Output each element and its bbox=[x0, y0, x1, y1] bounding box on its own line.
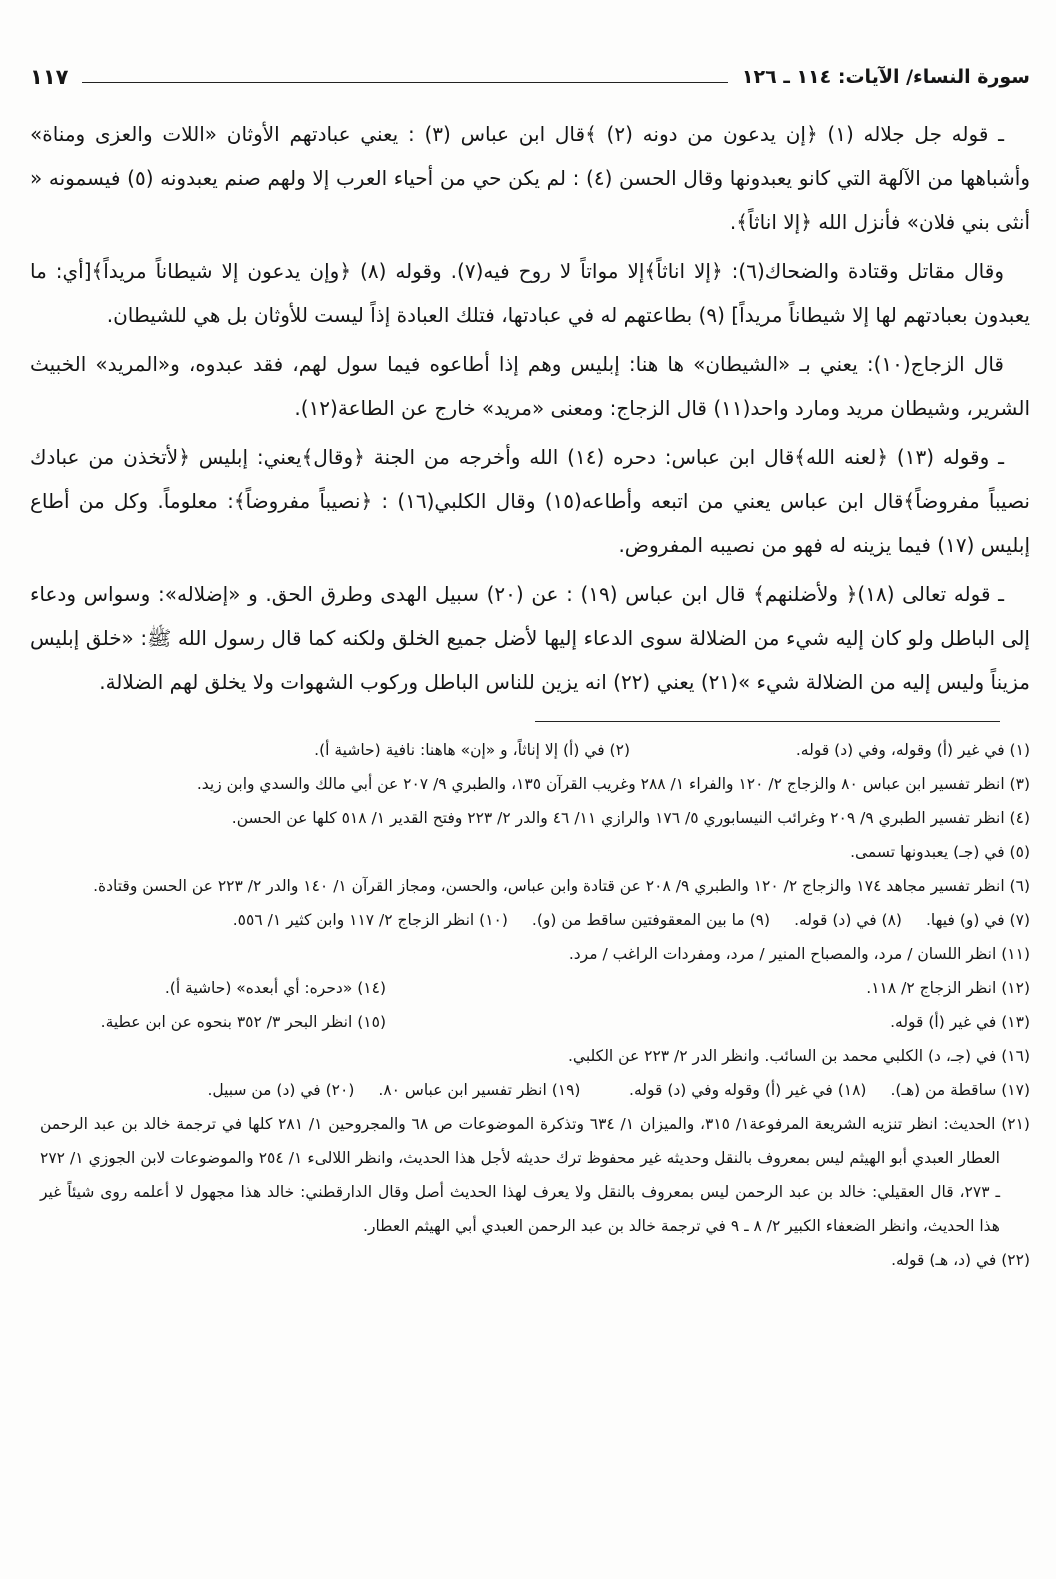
footnote-row bbox=[40, 1073, 1030, 1107]
footnote-5: (٥) في (جـ) يعبدونها تسمى. bbox=[850, 843, 1030, 861]
footnote-14: (١٤) «دحره: أي أبعده» (حاشية أ). bbox=[164, 979, 386, 997]
footnote-15: (١٥) انظر البحر ٣/ ٣٥٢ بنحوه عن ابن عطية. bbox=[100, 1013, 386, 1031]
footnote-16: (١٦) في (جـ، د) الكلبي محمد بن السائب. وانظر الدر ٢/ ٢٢٣ عن الكلبي. bbox=[567, 1047, 1030, 1065]
footnote-4: (٤) انظر تفسير الطبري ٩/ ٢٠٩ وغرائب النيسابوري ٥/ ١٧٦ والرازي ١١/ ٤٦ والدر ٢/ ٢٢٣ وفتح القدير ١/ ٥١٨ كلها عن الحسن. bbox=[231, 809, 1030, 827]
footnote-19: (١٩) انظر تفسير ابن عباس ٨٠. bbox=[378, 1081, 581, 1099]
header-rule bbox=[82, 82, 727, 83]
body-paragraph-3: قال الزجاج(١٠): يعني بـ «الشيطان» ها هنا: إبليس وهم إذا أطاعوه فيما سول لهم، فقد عبدوه، و«المريد» الخبيث الشرير، وشيطان مريد ومارد واحد(١١) قال الزجاج: ومعنى «مريد» خارج عن الطاعة(١٢). bbox=[30, 352, 1030, 420]
footnote-22: (٢٢) في (د، هـ) قوله. bbox=[891, 1251, 1030, 1269]
footnote-21: (٢١) الحديث: انظر تنزيه الشريعة المرفوعة١/ ٣١٥، والميزان ١/ ٦٣٤ وتذكرة الموضوعات ص ٦٨ والمجروحين ١/ ٢٨١ كلها في ترجمة خالد بن عبد الرحمن العطار العبدي أبو الهيثم ليس بمعروف بالنقل وحديثه غير محفوظ ترك حديثه لأجل هذا الحديث، وانظر اللالىء ١/ ٢٥٤ والموضوعات لابن الجوزي ١/ ٢٧٢ ـ ٢٧٣، قال العقيلي: خالد بن عبد الرحمن ليس بمعروف بالنقل ولا يعرف لهذا الحديث أصل وقال الدارقطني: خالد هذا مجهول لا أعلمه روى شيئاً غير هذا الحديث، وانظر الضعفاء الكبير ٢/ ٨ ـ ٩ في ترجمة خالد بن عبد الرحمن العبدي أبي الهيثم العطار. bbox=[40, 1115, 1030, 1235]
surah-verses-title: سورة النساء/ الآيات: ١١٤ ـ ١٢٦ bbox=[741, 66, 1030, 88]
body-paragraph-1: ـ قوله جل جلاله (١) ﴿إن يدعون من دونه (٢) ﴾قال ابن عباس (٣) : يعني عبادتهم الأوثان «اللات والعزى ومناة» وأشباهها من الآلهة التي كانو يعبدونها وقال الحسن (٤) : لم يكن حي من أحياء العرب إلا ولهم صنم يعبدونه (٥) فيسمونه « أنثى بني فلان» فأنزل الله ﴿إلا اناثاً﴾. bbox=[30, 122, 1031, 234]
body-paragraph-2: وقال مقاتل وقتادة والضحاك(٦): ﴿إلا اناثاً﴾إلا مواتاً لا روح فيه(٧). وقوله (٨) ﴿وإن يدعون إلا شيطاناً مريداً﴾[أي: ما يعبدون بعبادتهم لها إلا شيطاناً مريداً] (٩) بطاعتهم له في عبادتها، فتلك العبادة إذاً ليست للأوثان بل هي للشيطان. bbox=[30, 259, 1030, 327]
footnote-row bbox=[40, 903, 1030, 937]
footnote-7: (٧) في (و) فيها. bbox=[925, 911, 1030, 929]
running-header bbox=[30, 58, 1030, 92]
footnote-6: (٦) انظر تفسير مجاهد ١٧٤ والزجاج ٢/ ١٢٠ والطبري ٩/ ٢٠٨ عن قتادة وابن عباس، والحسن، ومجاز القرآن ١/ ١٤٠ والدر ٢/ ٢٢٣ عن الحسن وقتادة. bbox=[93, 877, 1030, 895]
main-text bbox=[30, 112, 1030, 704]
footnote-3: (٣) انظر تفسير ابن عباس ٨٠ والزجاج ٢/ ١٢٠ والفراء ١/ ٢٨٨ وغريب القرآن ١٣٥، والطبري ٩/ ٢٠٧ عن أبي مالك والسدي وابن زيد. bbox=[196, 775, 1030, 793]
footnote-13: (١٣) في غير (أ) قوله. bbox=[890, 1013, 1030, 1031]
footnote-1: (١) في غير (أ) وقوله، وفي (د) قوله. bbox=[795, 741, 1030, 759]
footnote-17: (١٧) ساقطة من (هـ). bbox=[890, 1081, 1030, 1099]
footnote-8: (٨) في (د) قوله. bbox=[794, 911, 902, 929]
footnotes bbox=[40, 733, 1030, 1277]
body-paragraph-5: ـ قوله تعالى (١٨)﴿ ولأضلنهم﴾ قال ابن عباس (١٩) : عن (٢٠) سبيل الهدى وطرق الحق. و «إضلاله»: وسواس ودعاء إلى الباطل ولو كان إليه شيء من الضلالة سوى الدعاء إليها لأضل جميع الخلق ولكنه كما قال رسول الله ﷺ: «خلق إبليس مزيناً وليس إليه من الضلالة شيء »(٢١) يعني (٢٢) انه يزين للناس الباطل وركوب الشهوات ولا يخلق لهم الضلالة. bbox=[30, 582, 1030, 694]
footnote-11: (١١) انظر اللسان / مرد، والمصباح المنير / مرد، ومفردات الراغب / مرد. bbox=[568, 945, 1030, 963]
footnote-18: (١٨) في غير (أ) وقوله وفي (د) قوله. bbox=[629, 1081, 867, 1099]
footnote-row bbox=[40, 733, 1030, 767]
footnote-10: (١٠) انظر الزجاج ٢/ ١١٧ وابن كثير ١/ ٥٥٦. bbox=[232, 911, 508, 929]
footnote-row bbox=[40, 971, 1030, 1005]
footnote-9: (٩) ما بين المعقوفتين ساقط من (و). bbox=[531, 911, 771, 929]
footnote-row bbox=[40, 1005, 1030, 1039]
footnote-12: (١٢) انظر الزجاج ٢/ ١١٨. bbox=[866, 979, 1030, 997]
page-number: ١١٧ bbox=[30, 65, 69, 89]
body-paragraph-4: ـ وقوله (١٣) ﴿لعنه الله﴾قال ابن عباس: دحره (١٤) الله وأخرجه من الجنة ﴿وقال﴾يعني: إبليس ﴿لأتخذن من عبادك نصيباً مفروضاً﴾قال ابن عباس يعني من اتبعه وأطاعه(١٥) وقال الكلبي(١٦) : ﴿نصيباً مفروضاً﴾: معلوماً. وكل من أطاع إبليس (١٧) فيما يزينه له فهو من نصيبه المفروض. bbox=[30, 445, 1030, 557]
footnote-separator bbox=[535, 721, 1000, 722]
footnote-20: (٢٠) في (د) من سبيل. bbox=[207, 1081, 355, 1099]
footnote-2: (٢) في (أ) إلا إناثاً، و «إن» هاهنا: نافية (حاشية أ). bbox=[314, 741, 630, 759]
